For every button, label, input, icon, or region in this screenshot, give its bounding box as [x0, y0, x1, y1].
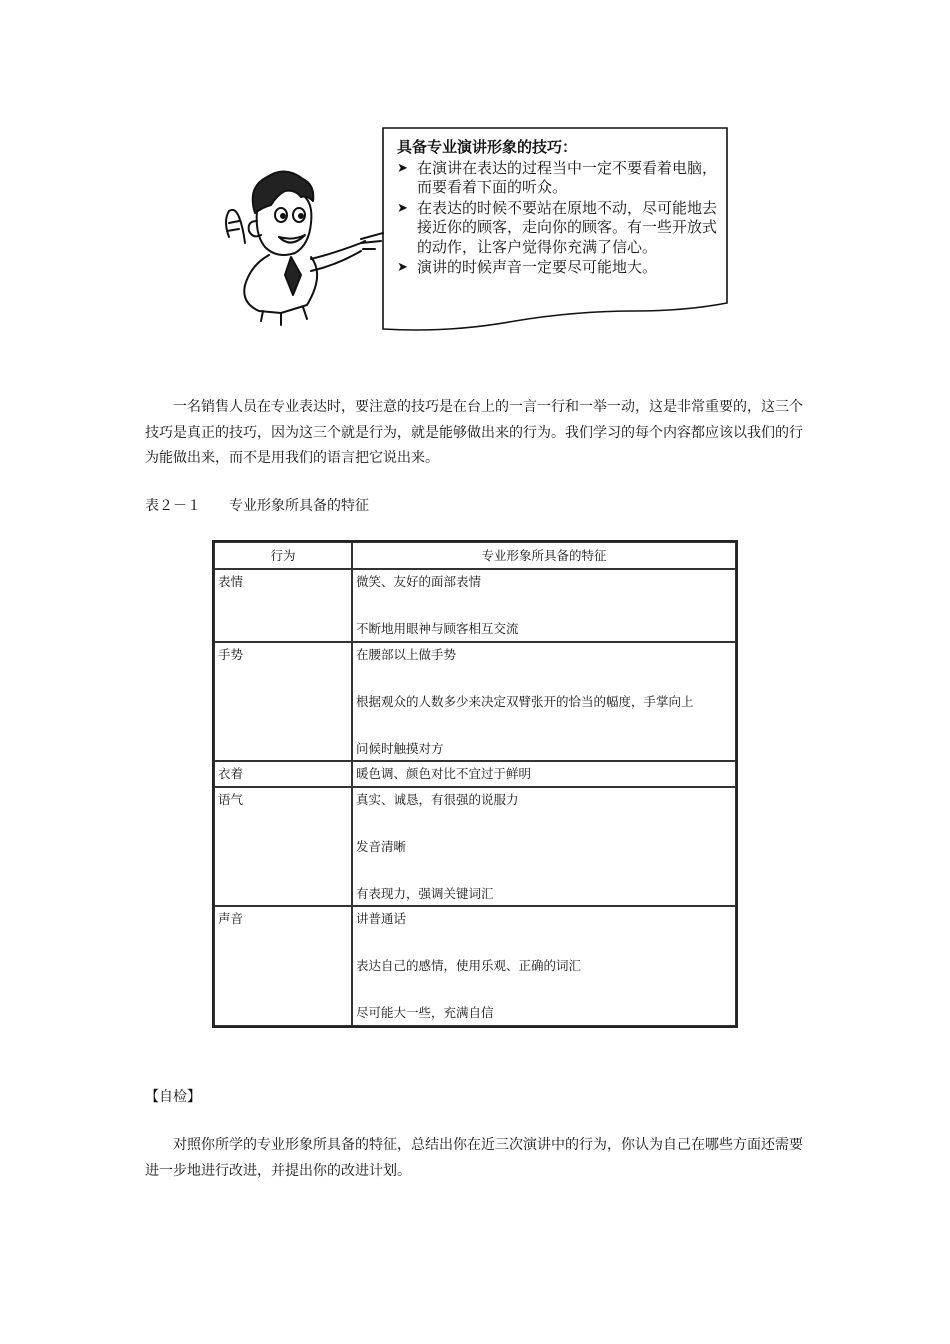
features-cell: 暖色调、颜色对比不宜过于鲜明 — [352, 761, 736, 787]
arrow-bullet-icon: ➤ — [397, 260, 408, 275]
behavior-cell: 手势 — [214, 642, 352, 762]
table-row — [214, 642, 736, 762]
behavior-cell: 声音 — [214, 906, 352, 1026]
self-check-heading: 【自检】 — [145, 1089, 201, 1105]
tip-item — [397, 199, 727, 258]
tip-text: 在表达的时候不要站在原地不动，尽可能地去接近你的顾客，走向你的顾客。有一些开放式的动作，让客户觉得你充满了信心。 — [417, 198, 718, 256]
tip-item — [397, 159, 727, 198]
tip-text: 演讲的时候声音一定要尽可能地大。 — [417, 258, 658, 276]
behavior-cell: 语气 — [214, 787, 352, 907]
arrow-bullet-icon: ➤ — [397, 160, 408, 176]
features-cell: 真实、诚恳，有很强的说服力 发音清晰 有表现力，强调关键词汇 — [352, 787, 736, 907]
features-table — [212, 540, 738, 1028]
cartoon-man-icon — [226, 171, 383, 325]
features-cell: 讲普通话 表达自己的感情，使用乐观、正确的词汇 尽可能大一些，充满自信 — [352, 906, 736, 1026]
table-caption — [145, 495, 369, 517]
tip-item — [397, 258, 727, 278]
table-number: 表２－１ — [145, 498, 201, 514]
table-title: 专业形象所具备的特征 — [229, 498, 369, 514]
table-header-row — [214, 542, 736, 569]
tip-text: 在演讲在表达的过程当中一定不要看着电脑，而要看着下面的听众。 — [417, 158, 718, 196]
intro-paragraph: 一名销售人员在专业表达时，要注意的技巧是在台上的一言一行和一举一动，这是非常重要的，这三个技巧是真正的技巧，因为这三个就是行为，就是能够做出来的行为。我们学习的每个内容都应该以我们的行为能做出来，而不是用我们的语言把它说出来。 — [145, 399, 803, 466]
tips-title: 具备专业演讲形象的技巧： — [397, 138, 578, 156]
arrow-bullet-icon: ➤ — [397, 200, 408, 216]
behavior-cell: 表情 — [214, 569, 352, 642]
features-cell: 微笑、友好的面部表情 不断地用眼神与顾客相互交流 — [352, 569, 736, 642]
table-row — [214, 906, 736, 1026]
self-check-paragraph: 对照你所学的专业形象所具备的特征，总结出你在近三次演讲中的行为，你认为自己在哪些方面还需要进一步地进行改进，并提出你的改进计划。 — [145, 1137, 803, 1179]
header-behavior: 行为 — [214, 542, 352, 569]
table-row — [214, 569, 736, 642]
tips-box — [397, 138, 727, 278]
features-cell: 在腰部以上做手势 根据观众的人数多少来决定双臂张开的恰当的幅度，手掌向上 问候时触摸对方 — [352, 642, 736, 762]
table-row — [214, 787, 736, 907]
table-row — [214, 761, 736, 787]
header-features: 专业形象所具备的特征 — [352, 542, 736, 569]
behavior-cell: 衣着 — [214, 761, 352, 787]
